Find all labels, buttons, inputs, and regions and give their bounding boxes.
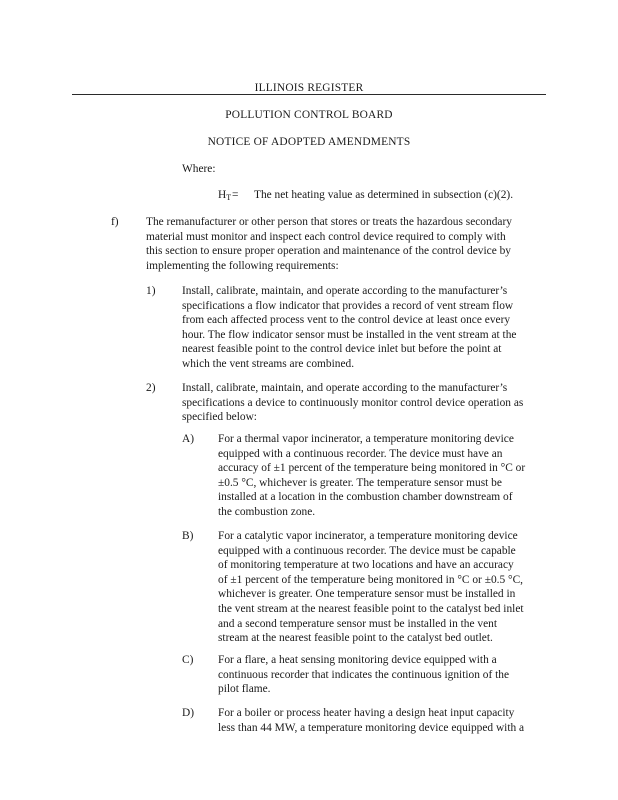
variable-symbol: H	[218, 189, 227, 201]
paragraph-line: which the vent streams are combined.	[182, 357, 355, 370]
paragraph-line: whichever is greater. One temperature sensor must be installed in	[218, 588, 516, 601]
paragraph-line: material must monitor and inspect each control device required to comply with	[146, 230, 506, 243]
paragraph-line: of monitoring temperature at two locations and have an accuracy	[218, 559, 514, 572]
item-b-label: B)	[182, 530, 194, 542]
board-title: POLLUTION CONTROL BOARD	[225, 109, 393, 121]
paragraph-line: less than 44 MW, a temperature monitoring device equipped with a	[218, 721, 525, 734]
paragraph-f-label: f)	[111, 216, 119, 228]
register-header: ILLINOIS REGISTER	[254, 82, 364, 94]
where-label: Where:	[182, 163, 216, 175]
paragraph-line: specifications a device to continuously monitor control device operation as	[182, 396, 524, 409]
item-c-text	[218, 653, 509, 697]
notice-title: NOTICE OF ADOPTED AMENDMENTS	[207, 136, 411, 148]
paragraph-line: the combustion zone.	[218, 505, 316, 518]
item-2-label: 2)	[146, 382, 156, 394]
item-b-text	[218, 529, 524, 646]
paragraph-line: nearest feasible point to the control device inlet but before the point at	[182, 343, 502, 356]
paragraph-line: from each affected process vent to the control device at least once every	[182, 314, 511, 327]
item-c-label: C)	[182, 654, 194, 666]
item-a-text	[218, 432, 525, 520]
paragraph-line: pilot flame.	[218, 683, 271, 696]
paragraph-line: implementing the following requirements:	[146, 259, 339, 272]
paragraph-line: this section to ensure proper operation and maintenance of the control device by	[146, 245, 512, 258]
header-rule	[72, 94, 546, 95]
item-2-text	[182, 381, 523, 425]
paragraph-line: ±0.5 °C, whichever is greater. The temperature sensor must be	[218, 476, 502, 489]
variable-subscript: T	[226, 193, 232, 202]
paragraph-line: The remanufacturer or other person that stores or treats the hazardous secondary	[146, 216, 512, 228]
paragraph-line: stream at the nearest feasible point to the catalyst bed outlet.	[218, 632, 493, 645]
paragraph-line: continuous recorder that indicates the continuous ignition of the	[218, 668, 510, 681]
item-1-label: 1)	[146, 285, 156, 297]
paragraph-line: of ±1 percent of the temperature being monitored in °C or ±0.5 °C,	[218, 573, 524, 586]
paragraph-line: hour. The flow indicator sensor must be installed in the vent stream at the	[182, 328, 517, 341]
paragraph-line: equipped with a continuous recorder. The device must be capable	[218, 544, 516, 557]
paragraph-line: Install, calibrate, maintain, and operate according to the manufacturer’s	[182, 285, 508, 297]
paragraph-f-text	[146, 215, 512, 273]
paragraph-line: For a catalytic vapor incinerator, a temperature monitoring device	[218, 530, 518, 542]
where-variable	[218, 188, 231, 203]
paragraph-line: For a thermal vapor incinerator, a temperature monitoring device	[218, 433, 514, 445]
paragraph-line: installed at a location in the combustion chamber downstream of	[218, 491, 513, 504]
paragraph-line: specified below:	[182, 411, 257, 424]
paragraph-line: For a boiler or process heater having a design heat input capacity	[218, 707, 515, 719]
paragraph-line: and a second temperature sensor must be installed in the vent	[218, 617, 497, 630]
paragraph-line: accuracy of ±1 percent of the temperature being monitored in °C or	[218, 462, 526, 475]
paragraph-line: Install, calibrate, maintain, and operate according to the manufacturer’s	[182, 382, 508, 394]
item-d-label: D)	[182, 707, 195, 719]
item-1-text	[182, 284, 516, 372]
paragraph-line: For a flare, a heat sensing monitoring device equipped with a	[218, 654, 497, 666]
item-a-label: A)	[182, 433, 195, 445]
paragraph-line: equipped with a continuous recorder. The device must have an	[218, 447, 503, 460]
item-d-text	[218, 706, 524, 735]
paragraph-line: specifications a flow indicator that provides a record of vent stream flow	[182, 299, 514, 312]
paragraph-line: the vent stream at the nearest feasible point to the catalyst bed inlet	[218, 602, 524, 615]
where-equals: =	[232, 189, 239, 201]
where-definition: The net heating value as determined in subsection (c)(2).	[254, 189, 514, 201]
